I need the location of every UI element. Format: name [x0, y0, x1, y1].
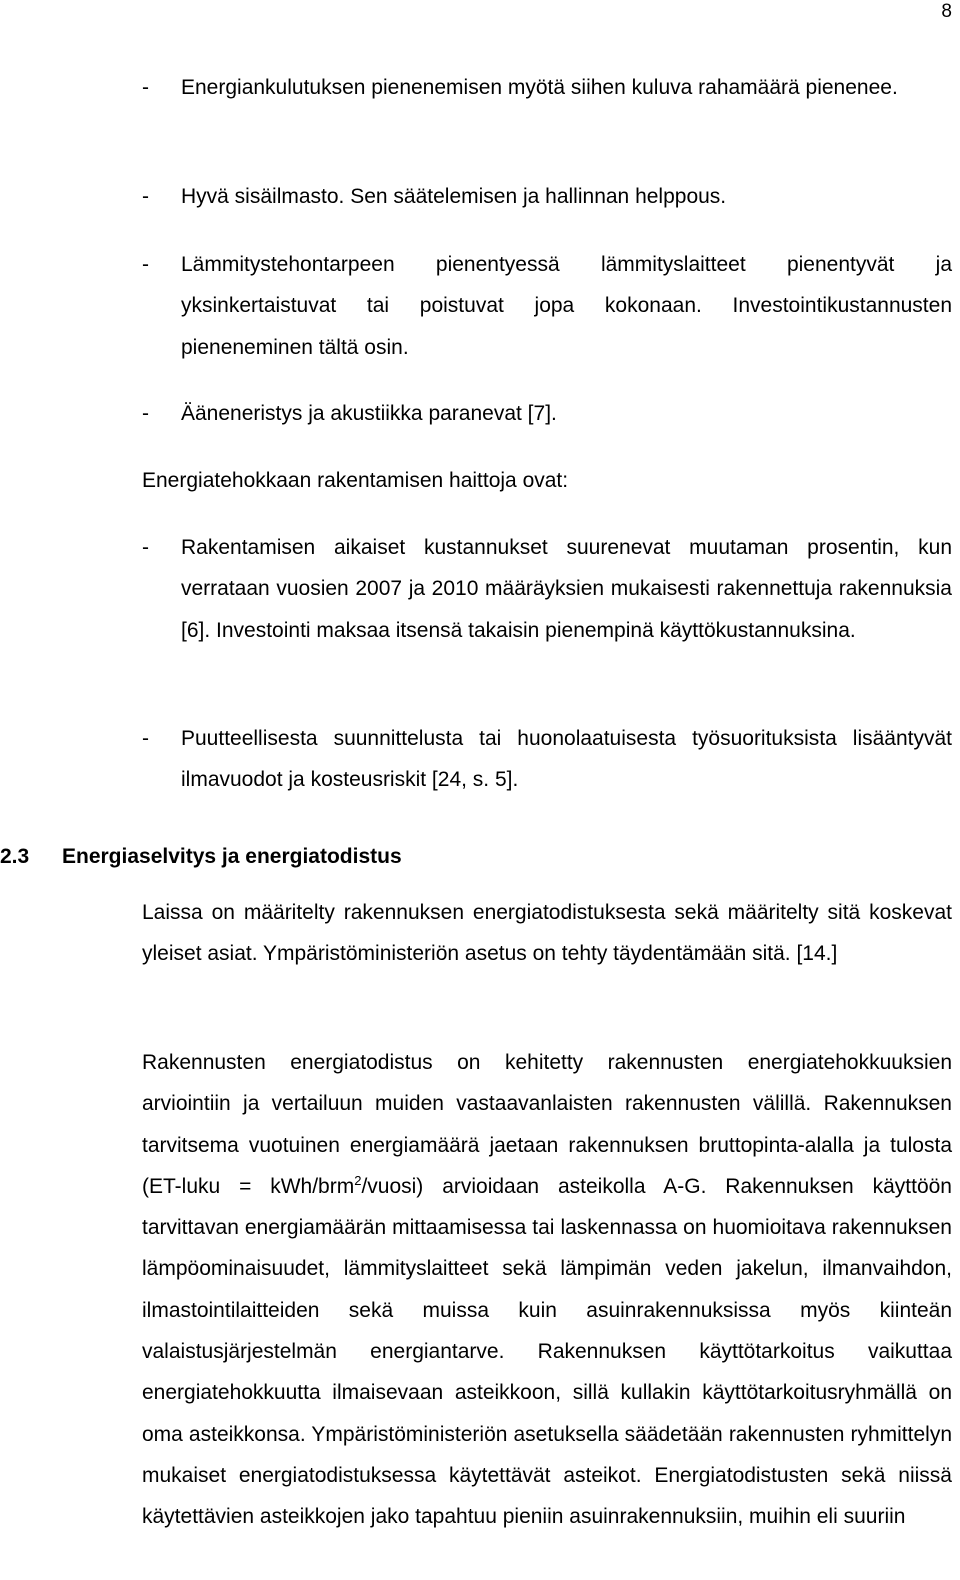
list-item-text: Puutteellisesta suunnittelusta tai huonolaatuisesta työsuorituksista lisääntyvät ilmavuodot ja kosteusriskit [24, s. 5].	[181, 727, 952, 792]
disadvantages-intro: Energiatehokkaan rakentamisen haittoja ovat:	[142, 469, 569, 492]
list-item	[142, 393, 952, 434]
section-title: Energiaselvitys ja energiatodistus	[62, 845, 402, 868]
paragraph: Laissa on määritelty rakennuksen energiatodistuksesta sekä määritelty sitä koskevat yleiset asiat. Ympäristöministeriön asetus on tehty täydentämään sitä. [14.]	[142, 901, 952, 966]
paragraph	[142, 1042, 952, 1538]
superscript: 2	[354, 1172, 362, 1188]
list-item	[142, 718, 952, 801]
bullet-dash: -	[142, 185, 149, 208]
list-item-text: Rakentamisen aikaiset kustannukset suurenevat muutaman prosentin, kun verrataan vuosien 2007 ja 2010 määräyksien mukaisesti rakennettuja rakennuksia [6]. Investointi maksaa itsensä takaisin pienempinä käyttökustannuksina.	[181, 536, 952, 642]
bullet-dash: -	[142, 76, 149, 99]
bullet-dash: -	[142, 253, 149, 276]
list-item	[142, 176, 952, 217]
paragraph-text: Rakennusten energiatodistus on kehitetty rakennusten energiatehokkuuksien arviointiin ja vertailuun muiden vastaavanlaisten rakennusten välillä. Rakennuksen tarvitsema vuotuinen energiamäärä jaetaan rakennuksen bruttopinta-alalla ja tulosta (ET-luku = kWh/brm	[142, 1051, 952, 1198]
list-item-text: Ääneneristys ja akustiikka paranevat [7].	[181, 402, 557, 425]
list-item	[142, 527, 952, 651]
bullet-dash: -	[142, 536, 149, 559]
bullet-dash: -	[142, 727, 149, 750]
section-number: 2.3	[0, 845, 30, 868]
list-item-text: Lämmitystehontarpeen pienentyessä lämmityslaitteet pienentyvät ja yksinkertaistuvat tai poistuvat jopa kokonaan. Investointikustannusten pieneneminen tältä osin.	[181, 253, 952, 359]
list-item	[142, 67, 952, 108]
list-item-text: Hyvä sisäilmasto. Sen säätelemisen ja hallinnan helppous.	[181, 185, 727, 208]
list-item	[142, 244, 952, 368]
page-number: 8	[941, 1, 952, 22]
list-item-text: Energiankulutuksen pienenemisen myötä siihen kuluva rahamäärä pienenee.	[181, 76, 898, 99]
bullet-dash: -	[142, 402, 149, 425]
paragraph-text: /vuosi) arvioidaan asteikolla A-G. Rakennuksen käyttöön tarvittavan energiamäärän mittaamisessa tai laskennassa on huomioitava rakennuksen lämpöominaisuudet, lämmityslaitteet sekä lämpimän veden jakelun, ilmanvaihdon, ilmastointilaitteiden sekä muissa kuin asuinrakennuksissa myös kiinteän valaistusjärjestelmän energiantarve. Rakennuksen käyttötarkoitus vaikuttaa energiatehokkuutta ilmaisevaan asteikkoon, sillä kullakin käyttötarkoitusryhmällä on oma asteikkonsa. Ympäristöministeriön asetuksella säädetään rakennusten ryhmittelyn mukaiset energiatodistuksessa käytettävät asteikot. Energiatodistusten sekä niissä käytettävien asteikkojen jako tapahtuu pieniin asuinrakennuksiin, muihin eli suuriin	[142, 1174, 952, 1529]
